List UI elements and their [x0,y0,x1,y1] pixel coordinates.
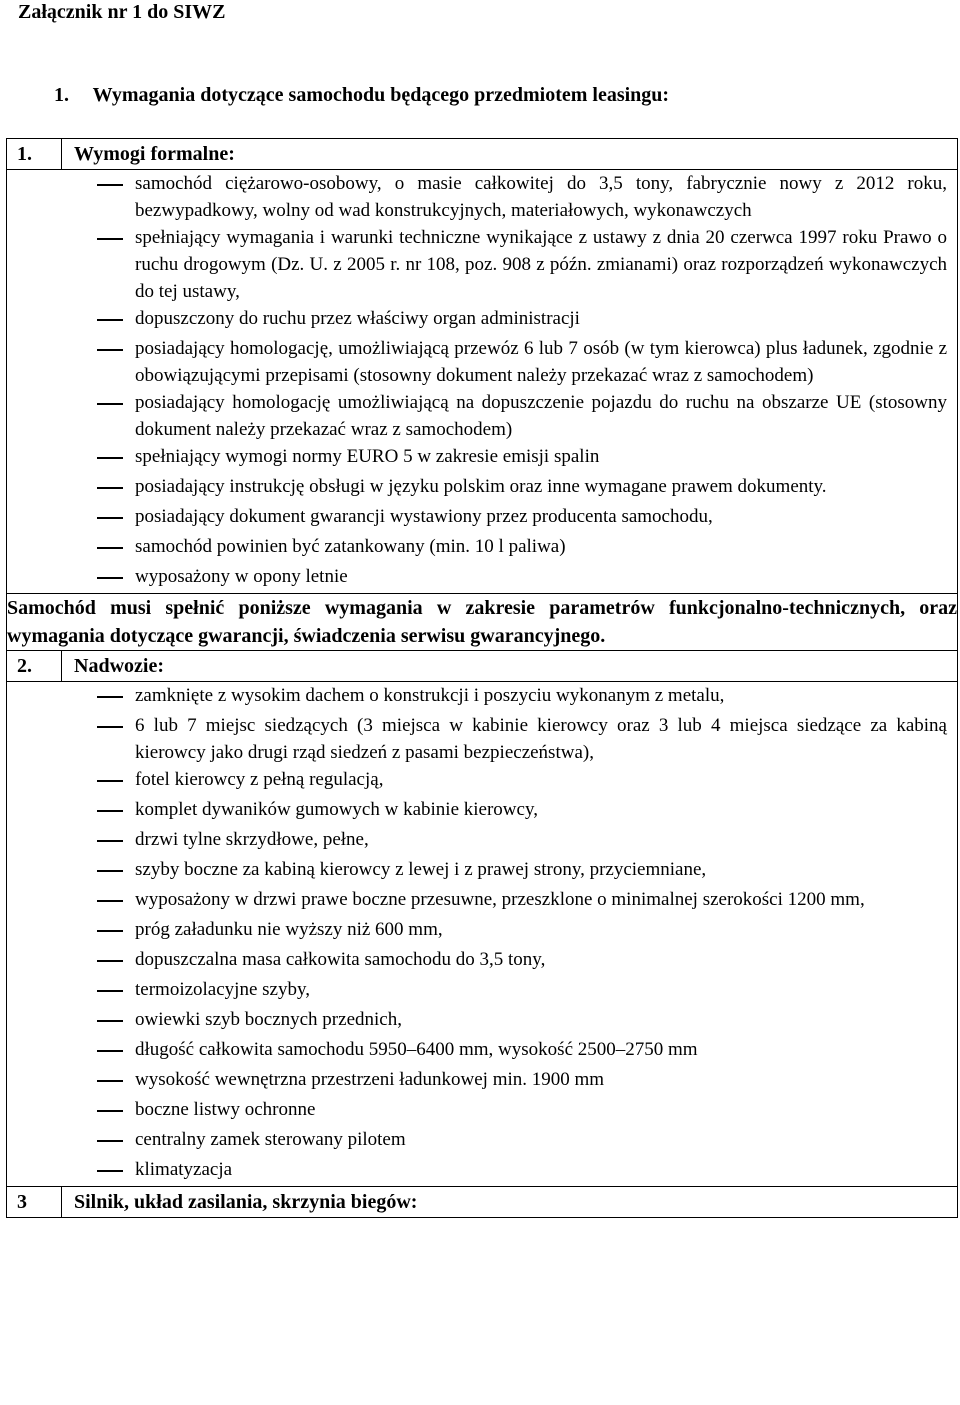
dash-bullet-icon [97,1020,123,1022]
formal-items-list [7,170,958,594]
section-title: Wymagania dotyczące samochodu będącego przedmiotem leasingu: [92,84,670,106]
formal-item-text: posiadający dokument gwarancji wystawiony przez producenta samochodu, [135,506,713,527]
formal-item [7,335,957,389]
dash-bullet-icon [97,930,123,932]
dash-bullet-icon [97,960,123,962]
body-title: Nadwozie: [62,651,958,682]
dash-bullet-icon [97,457,123,459]
body-item-text: fotel kierowcy z pełną regulacją, [135,769,384,790]
body-item [7,856,957,886]
body-item [7,976,957,1006]
formal-items-row [7,170,958,594]
body-item [7,826,957,856]
requirements-statement: Samochód musi spełnić poniższe wymagania w zakresie parametrów funkcjonalno-technicznych, oraz wymagania dotyczące gwarancji, świadczenia serwisu gwarancyjnego. [7,594,958,651]
dash-bullet-icon [97,1110,123,1112]
body-item [7,946,957,976]
dash-bullet-icon [97,990,123,992]
body-items-list [7,682,958,1187]
formal-item-text: samochód powinien być zatankowany (min. 10 l paliwa) [135,536,566,557]
body-item [7,1096,957,1126]
dash-bullet-icon [97,238,123,240]
body-item-text: termoizolacyjne szyby, [135,979,310,1000]
formal-item-text: spełniający wymagania i warunki techniczne wynikające z ustawy z dnia 20 czerwca 1997 roku Prawo o ruchu drogowym (Dz. U. z 2005 r. nr 108, poz. 908 z późn. zmianami) oraz rozporządzeń wykonawczych do tej ustawy, [135,227,947,302]
body-item [7,916,957,946]
dash-bullet-icon [97,349,123,351]
dash-bullet-icon [97,1140,123,1142]
dash-bullet-icon [97,487,123,489]
formal-number: 1. [7,139,62,170]
body-number: 2. [7,651,62,682]
formal-item-text: posiadający instrukcję obsługi w języku polskim oraz inne wymagane prawem dokumenty. [135,476,827,497]
formal-item [7,170,957,224]
formal-heading-row [7,139,958,170]
formal-item [7,224,957,305]
body-item-text: komplet dywaników gumowych w kabinie kierowcy, [135,799,538,820]
body-item [7,1006,957,1036]
section-number: 1. [54,84,69,106]
body-item-text: owiewki szyb bocznych przednich, [135,1009,402,1030]
dash-bullet-icon [97,780,123,782]
formal-item [7,533,957,563]
dash-bullet-icon [97,696,123,698]
dash-bullet-icon [97,403,123,405]
formal-item-text: dopuszczony do ruchu przez właściwy organ administracji [135,308,580,329]
body-item-text: drzwi tylne skrzydłowe, pełne, [135,829,369,850]
dash-bullet-icon [97,319,123,321]
body-item-text: dopuszczalna masa całkowita samochodu do 3,5 tony, [135,949,546,970]
body-item-text: szyby boczne za kabiną kierowcy z lewej i z prawej strony, przyciemniane, [135,859,707,880]
body-item [7,1126,957,1156]
body-item [7,766,957,796]
formal-item-text: posiadający homologację umożliwiającą na dopuszczenie pojazdu do ruchu na obszarze UE (stosowny dokument należy przekazać wraz z samochodem) [135,392,947,440]
dash-bullet-icon [97,840,123,842]
body-item-text: długość całkowita samochodu 5950–6400 mm, wysokość 2500–2750 mm [135,1039,698,1060]
dash-bullet-icon [97,726,123,728]
dash-bullet-icon [97,1050,123,1052]
requirements-statement-row [7,594,958,651]
body-item [7,1036,957,1066]
attachment-title: Załącznik nr 1 do SIWZ [18,1,226,23]
formal-item [7,503,957,533]
body-item-text: wyposażony w drzwi prawe boczne przesuwne, przeszklone o minimalnej szerokości 1200 mm, [135,889,865,910]
section-heading [54,83,669,107]
body-item [7,796,957,826]
body-heading-row [7,651,958,682]
formal-item [7,443,957,473]
formal-item [7,473,957,503]
body-item-text: boczne listwy ochronne [135,1099,316,1120]
body-item-text: próg załadunku nie wyższy niż 600 mm, [135,919,443,940]
dash-bullet-icon [97,1080,123,1082]
dash-bullet-icon [97,810,123,812]
body-item [7,1156,957,1186]
dash-bullet-icon [97,1170,123,1172]
requirements-table [6,138,958,1218]
dash-bullet-icon [97,517,123,519]
engine-heading-row [7,1187,958,1218]
dash-bullet-icon [97,577,123,579]
body-item-text: centralny zamek sterowany pilotem [135,1129,406,1150]
dash-bullet-icon [97,547,123,549]
formal-item [7,305,957,335]
dash-bullet-icon [97,900,123,902]
body-item [7,1066,957,1096]
body-item [7,886,957,916]
dash-bullet-icon [97,184,123,186]
dash-bullet-icon [97,870,123,872]
body-item-text: klimatyzacja [135,1159,233,1180]
engine-number: 3 [7,1187,62,1218]
body-item-text: zamknięte z wysokim dachem o konstrukcji i poszyciu wykonanym z metalu, [135,685,725,706]
body-item-text: wysokość wewnętrzna przestrzeni ładunkowej min. 1900 mm [135,1069,605,1090]
body-item [7,682,957,712]
body-item [7,712,957,766]
formal-item-text: samochód ciężarowo-osobowy, o masie całkowitej do 3,5 tony, fabrycznie nowy z 2012 roku, bezwypadkowy, wolny od wad konstrukcyjnych, materiałowych, wykonawczych [135,173,947,221]
formal-item [7,389,957,443]
engine-title: Silnik, układ zasilania, skrzynia biegów: [62,1187,958,1218]
body-item-text: 6 lub 7 miejsc siedzących (3 miejsca w kabinie kierowcy oraz 3 lub 4 miejsca siedzące za kabiną kierowcy jako drugi rząd siedzeń z pasami bezpieczeństwa), [135,715,947,763]
formal-item-text: posiadający homologację, umożliwiającą przewóz 6 lub 7 osób (w tym kierowca) plus ładunek, zgodnie z obowiązującymi przepisami (stosowny dokument należy przekazać wraz z samochodem) [135,338,947,386]
body-items-row [7,682,958,1187]
formal-item-text: wyposażony w opony letnie [135,566,348,587]
formal-item [7,563,957,593]
formal-item-text: spełniający wymogi normy EURO 5 w zakresie emisji spalin [135,446,600,467]
formal-title: Wymogi formalne: [62,139,958,170]
